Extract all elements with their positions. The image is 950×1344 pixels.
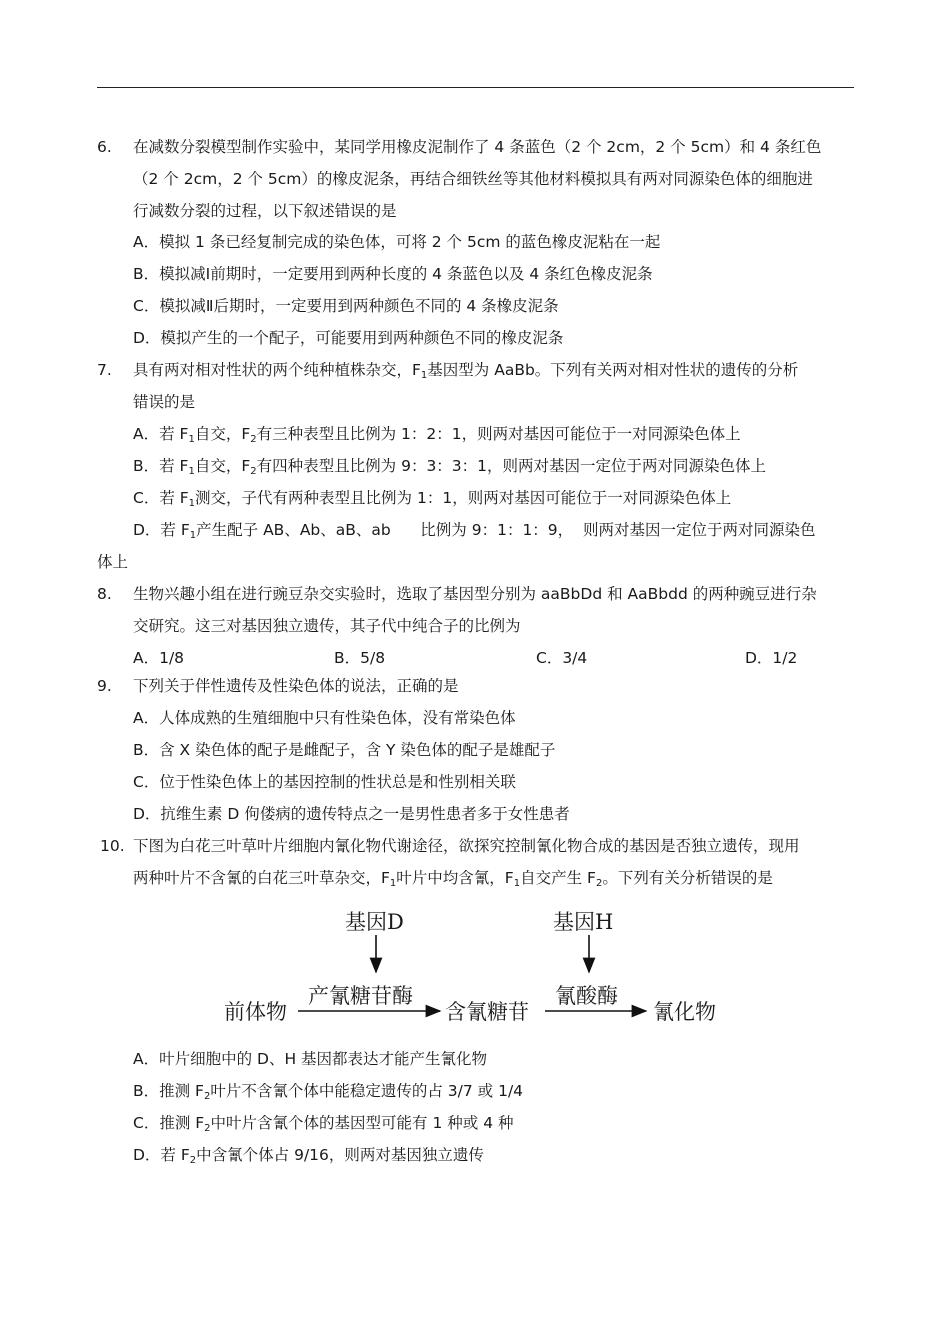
q8-option-c: C．3/4	[536, 649, 588, 667]
q7-option-c: C．若 $F_1$测交，子代有两种表型且比例为 1：1，则两对基因可能位于一对同源染色体上	[133, 489, 732, 509]
gene-d-label: 基因D	[345, 910, 404, 934]
q10-option-d: D．若 $F_2$中含氰个体占 9/16，则两对基因独立遗传	[133, 1146, 484, 1166]
q8-stem-line-2: 交研究。这三对基因独立遗传，其子代中纯合子的比例为	[133, 617, 521, 635]
q10-number: 10.	[100, 837, 125, 855]
enzyme2-label: 氰酸酶	[555, 984, 618, 1008]
q9-option-c: C．位于性染色体上的基因控制的性状总是和性别相关联	[133, 773, 516, 791]
q8-number: 8.	[97, 585, 112, 603]
q6-option-c: C．模拟减Ⅱ后期时，一定要用到两种颜色不同的 4 条橡皮泥条	[133, 297, 559, 315]
q7-option-d-continued: 体上	[97, 553, 129, 571]
q9-number: 9.	[97, 677, 112, 695]
precursor-label: 前体物	[224, 1000, 287, 1024]
q6-option-a: A．模拟 1 条已经复制完成的染色体，可将 2 个 5cm 的蓝色橡皮泥粘在一起	[133, 233, 661, 251]
q8-option-b: B．5/8	[334, 649, 386, 667]
intermediate-label: 含氰糖苷	[445, 1000, 529, 1024]
q6-stem-line-3: 行减数分裂的过程，以下叙述错误的是	[133, 202, 397, 220]
cyanide-pathway-diagram	[200, 898, 760, 1034]
q8-option-a: A．1/8	[133, 649, 185, 667]
q10-option-c: C．推测 $F_2$中叶片含氰个体的基因型可能有 1 种或 4 种	[133, 1114, 514, 1134]
q6-stem-line-2: （2 个 2cm，2 个 5cm）的橡皮泥条，再结合细铁丝等其他材料模拟具有两对同源染色体的细胞进	[133, 170, 813, 188]
q9-option-b: B．含 X 染色体的配子是雌配子，含 Y 染色体的配子是雄配子	[133, 741, 556, 759]
q9-option-a: A．人体成熟的生殖细胞中只有性染色体，没有常染色体	[133, 709, 516, 727]
q9-option-d: D．抗维生素 D 佝偻病的遗传特点之一是男性患者多于女性患者	[133, 805, 570, 823]
q7-option-b: B．若 $F_1$自交，$F_2$有四种表型且比例为 9：3：3：1，则两对基因一定位于两对同源染色体上	[133, 457, 767, 477]
q7-stem-line-1: 具有两对相对性状的两个纯种植株杂交，$F_1$基因型为 AaBb。下列有关两对相对性状的遗传的分析	[133, 361, 799, 381]
header-rule	[97, 87, 854, 88]
q6-option-b: B．模拟减Ⅰ前期时，一定要用到两种长度的 4 条蓝色以及 4 条红色橡皮泥条	[133, 265, 653, 283]
q10-stem-line-2: 两种叶片不含氰的白花三叶草杂交，$F_1$叶片中均含氰，$F_1$自交产生 $F_2$。下列有关分析错误的是	[133, 869, 773, 889]
q6-stem-line-1: 在减数分裂模型制作实验中，某同学用橡皮泥制作了 4 条蓝色（2 个 2cm，2 个 5cm）和 4 条红色	[133, 138, 822, 156]
q6-option-d: D．模拟产生的一个配子，可能要用到两种颜色不同的橡皮泥条	[133, 329, 564, 347]
enzyme1-label: 产氰糖苷酶	[308, 984, 413, 1008]
q8-stem-line-1: 生物兴趣小组在进行豌豆杂交实验时，选取了基因型分别为 aaBbDd 和 AaBbdd 的两种豌豆进行杂	[133, 585, 817, 603]
q7-option-d: D．若 $F_1$产生配子 AB、Ab、aB、ab 比例为 9：1：1：9， 则两对基因一定位于两对同源染色	[133, 521, 816, 541]
q7-option-a: A．若 $F_1$自交，$F_2$有三种表型且比例为 1：2：1，则两对基因可能位于一对同源染色体上	[133, 425, 741, 445]
gene-h-label: 基因H	[553, 910, 614, 934]
q8-option-d: D．1/2	[745, 649, 798, 667]
q10-option-b: B．推测 $F_2$叶片不含氰个体中能稳定遗传的占 3/7 或 1/4	[133, 1082, 524, 1102]
q7-number: 7.	[97, 361, 112, 379]
q10-option-a: A．叶片细胞中的 D、H 基因都表达才能产生氰化物	[133, 1050, 488, 1068]
q9-stem: 下列关于伴性遗传及性染色体的说法，正确的是	[133, 677, 459, 695]
q7-stem-line-2: 错误的是	[133, 393, 196, 411]
q10-stem-line-1: 下图为白花三叶草叶片细胞内氰化物代谢途径，欲探究控制氰化物合成的基因是否独立遗传，现用	[133, 837, 800, 855]
q6-number: 6.	[97, 138, 112, 156]
product-label: 氰化物	[653, 1000, 716, 1024]
